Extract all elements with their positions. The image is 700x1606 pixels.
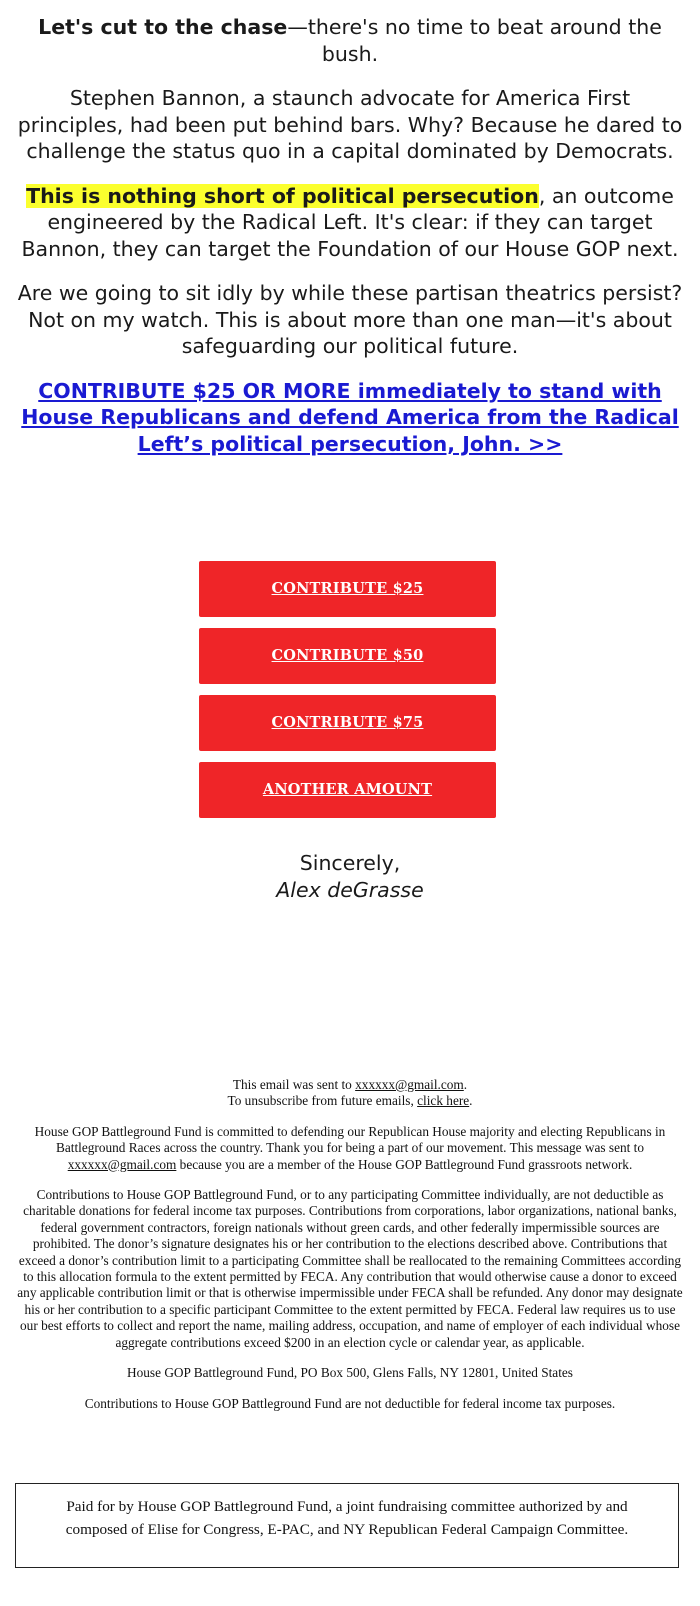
intro-rest-text: —there's no time to beat around the bush. [287,15,662,66]
contribute-25-button[interactable]: CONTRIBUTE $25 [199,561,496,617]
bannon-paragraph: Stephen Bannon, a staunch advocate for America First principles, had been put behind bars. Why? Because he dared to challenge the status quo in a capital dominated by Democrats. [17,86,683,163]
sent-prefix: This email was sent to [232,1077,356,1092]
highlighted-statement: This is nothing short of political persecution [26,183,539,208]
mission-statement [14,1124,686,1173]
contribute-75-button[interactable]: CONTRIBUTE $75 [199,695,496,751]
unsubscribe-link[interactable]: click here [417,1093,470,1109]
intro-bold-text: Let's cut to the chase [38,15,288,39]
donation-buttons [199,561,496,829]
unsubscribe-prefix: To unsubscribe from future emails, [227,1093,418,1109]
mission-text-before: House GOP Battleground Fund is committed to defending our Republican House majority and electing Republicans in Battleground Races across the country. Thank you for being a part of our movement. This message was sent to [34,1123,666,1156]
email-body [14,14,686,457]
unsubscribe-suffix: . [469,1093,473,1109]
intro-paragraph [14,14,686,67]
signature-block [0,850,700,903]
sent-suffix: . [463,1077,468,1092]
recipient-info [14,1077,686,1110]
paid-for-box: Paid for by House GOP Battleground Fund, a joint fundraising committee authorized by and composed of Elise for Congress, E-PAC, and NY Republican Federal Campaign Committee. [15,1483,679,1568]
contribute-cta-link[interactable]: CONTRIBUTE $25 OR MORE immediately to stand with House Republicans and defend America from the Radical Left’s political persecution, John. >> [21,378,679,456]
another-amount-button[interactable]: ANOTHER AMOUNT [199,762,496,818]
mission-text-after: because you are a member of the House GOP Battleground Fund grassroots network. [176,1156,633,1172]
persecution-paragraph [14,183,686,263]
recipient-email-link[interactable]: xxxxxx@gmail.com [355,1077,464,1092]
legal-disclaimer: Contributions to House GOP Battleground Fund, or to any participating Committee individually, are not deductible as charitable donations for federal income tax purposes. Contributions from corporations, labor organizations, national banks, federal government contractors, foreign nationals without green cards, and other federally impermissible sources are prohibited. The donor’s signature designates his or her contribution to the elections described above. Contributions that exceed a donor’s contribution limit to a participating Committee shall be reallocated to the remaining Committees according to this allocation formula to the extent permitted by FECA. Any contribution that would otherwise cause a donor to exceed any applicable contribution limit or that is otherwise impermissible under FECA shall be refunded. Any donor may designate his or her contribution to a specific participant Committee to the extent permitted by FECA. Federal law requires us to use our best efforts to collect and report the name, mailing address, occupation, and name of employer of each individual whose aggregate contributions exceed $200 in an election cycle or calendar year, as applicable. [17,1187,683,1350]
mission-email-link[interactable]: xxxxxx@gmail.com [67,1156,177,1172]
persecution-rest-text: , an outcome engineered by the Radical Left. It's clear: if they can target Bannon, they can target the Foundation of our House GOP next. [21,183,679,261]
tax-note: Contributions to House GOP Battleground Fund are not deductible for federal income tax purposes. [84,1395,616,1411]
watch-paragraph: Are we going to sit idly by while these partisan theatrics persist? Not on my watch. This is about more than one man—it's about safeguarding our political future. [17,281,683,358]
footer [14,1077,686,1426]
signer-name: Alex deGrasse [276,877,424,902]
mailing-address: House GOP Battleground Fund, PO Box 500, Glens Falls, NY 12801, United States [127,1365,573,1381]
closing-text: Sincerely, [299,851,401,875]
contribute-50-button[interactable]: CONTRIBUTE $50 [199,628,496,684]
